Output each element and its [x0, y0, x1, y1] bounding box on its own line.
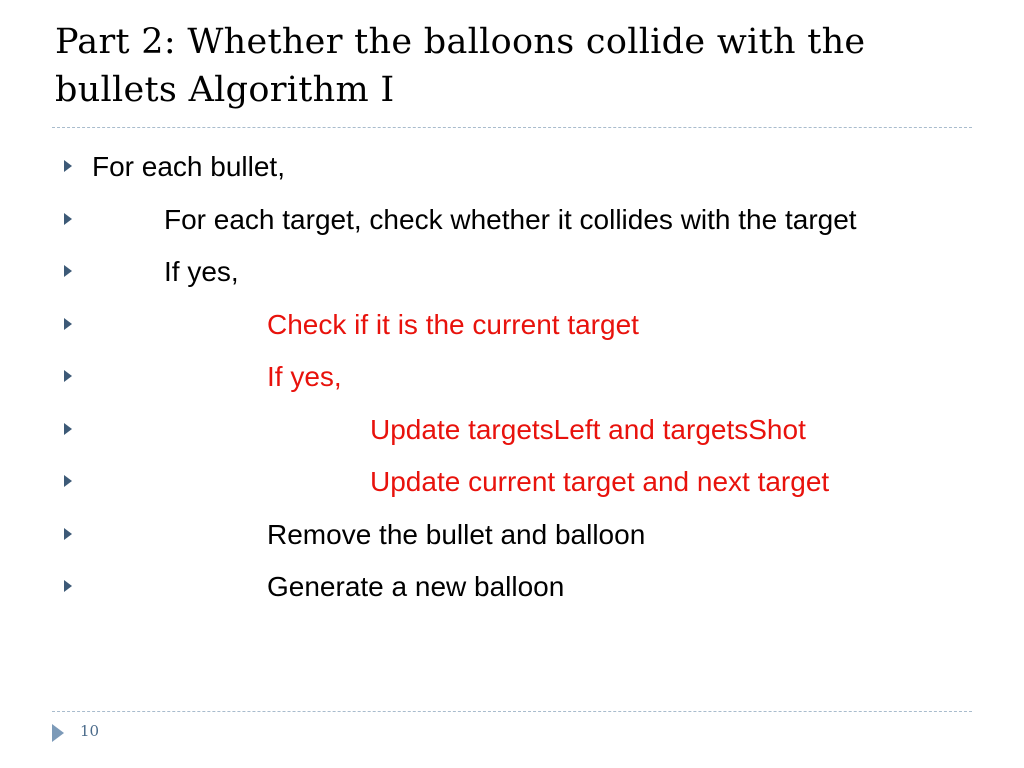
bullet-arrow-icon	[64, 580, 72, 592]
bullet-arrow-icon	[64, 318, 72, 330]
bullet-arrow-icon	[64, 213, 72, 225]
bullet-item	[60, 354, 960, 400]
title-divider	[52, 127, 972, 128]
bullet-item	[60, 564, 960, 610]
bullet-text: For each target, check whether it collides with the target	[164, 203, 857, 235]
bullet-item	[60, 249, 960, 295]
bullet-item	[60, 144, 960, 190]
footer-arrow-icon	[52, 724, 64, 742]
bullet-item	[60, 197, 960, 243]
slide-title: Part 2: Whether the balloons collide with the bullets Algorithm I	[55, 22, 866, 110]
bullet-item	[60, 512, 960, 558]
page-number: 10	[80, 722, 100, 740]
bullet-text-highlight: Check if it is the current target	[267, 308, 639, 340]
bullet-list	[60, 144, 960, 617]
bullet-arrow-icon	[64, 265, 72, 277]
bullet-text: If yes,	[164, 256, 239, 287]
bullet-text: Generate a new balloon	[267, 571, 565, 602]
bullet-text-highlight: Update current target and next target	[370, 466, 830, 497]
bullet-arrow-icon	[64, 475, 72, 487]
bullet-item	[60, 407, 960, 453]
bullet-item	[60, 302, 960, 348]
footer-divider	[52, 711, 972, 712]
bullet-text: For each bullet,	[92, 151, 285, 182]
bullet-text-highlight: If yes,	[267, 361, 342, 392]
bullet-arrow-icon	[64, 423, 72, 435]
bullet-text: Remove the bullet and balloon	[267, 518, 646, 550]
bullet-arrow-icon	[64, 528, 72, 540]
bullet-text-highlight: Update targetsLeft and targetsShot	[370, 413, 806, 445]
bullet-arrow-icon	[64, 370, 72, 382]
bullet-item	[60, 459, 960, 505]
bullet-arrow-icon	[64, 160, 72, 172]
